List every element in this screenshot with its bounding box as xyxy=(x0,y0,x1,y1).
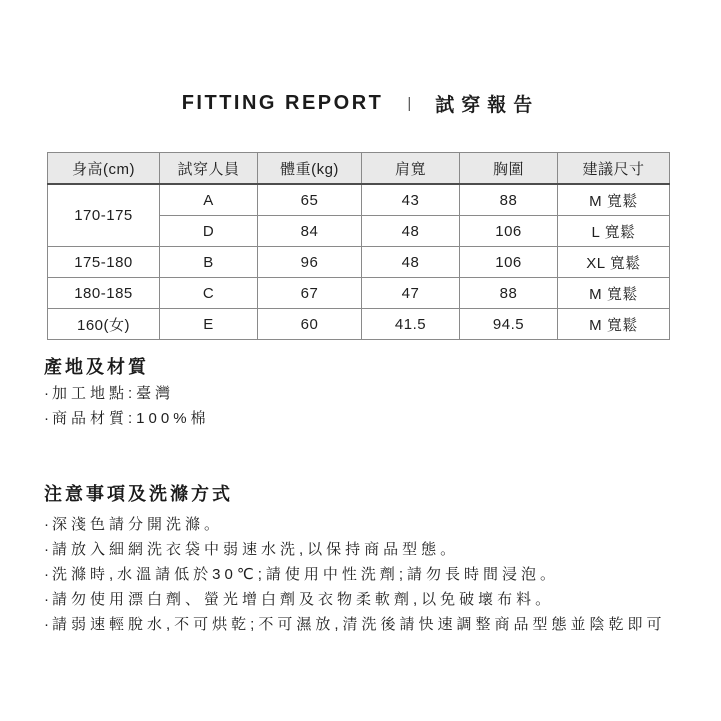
table-cell: A xyxy=(160,184,258,216)
title-english: FITTING REPORT xyxy=(181,91,384,114)
origin-section-heading: 產地及材質 xyxy=(44,357,149,377)
list-item xyxy=(44,512,721,537)
list-item-text: 請放入細網洗衣袋中弱速水洗,以保持商品型態。 xyxy=(52,541,460,558)
table-cell: 60 xyxy=(258,309,362,340)
table-header-cell: 胸圍 xyxy=(460,153,558,185)
table-cell: D xyxy=(160,216,258,247)
table-cell: 106 xyxy=(460,216,558,247)
table-cell: M 寬鬆 xyxy=(558,309,670,340)
bullet-icon: · xyxy=(44,591,49,608)
table-row xyxy=(48,309,670,340)
list-item-text: 請勿使用漂白劑、螢光增白劑及衣物柔軟劑,以免破壞布料。 xyxy=(52,591,555,608)
table-cell: L 寬鬆 xyxy=(558,216,670,247)
title-separator: | xyxy=(407,94,412,112)
page-title xyxy=(0,92,721,114)
table-cell: 96 xyxy=(258,247,362,278)
bullet-icon: · xyxy=(44,616,49,633)
table-header-cell: 建議尺寸 xyxy=(558,153,670,185)
table-body xyxy=(48,184,670,340)
table-cell: 48 xyxy=(362,247,460,278)
list-item-text: 商品材質:100%棉 xyxy=(52,410,210,427)
table-cell: 41.5 xyxy=(362,309,460,340)
list-item-text: 請弱速輕脫水,不可烘乾;不可濕放,清洗後請快速調整商品型態並陰乾即可 xyxy=(52,616,666,633)
table-cell: 180-185 xyxy=(48,278,160,309)
table-cell: 88 xyxy=(460,184,558,216)
list-item xyxy=(44,537,721,562)
fitting-table xyxy=(47,152,670,340)
bullet-icon: · xyxy=(44,566,49,583)
bullet-icon: · xyxy=(44,516,49,533)
table-cell: 94.5 xyxy=(460,309,558,340)
origin-list xyxy=(44,381,721,431)
list-item xyxy=(44,562,721,587)
list-item xyxy=(44,587,721,612)
table-cell: B xyxy=(160,247,258,278)
care-section-heading: 注意事項及洗滌方式 xyxy=(44,484,233,504)
table-row xyxy=(48,278,670,309)
table-header-cell: 身高(cm) xyxy=(48,153,160,185)
table-cell: 84 xyxy=(258,216,362,247)
title-chinese: 試穿報告 xyxy=(435,94,540,116)
table-cell: 106 xyxy=(460,247,558,278)
bullet-icon: · xyxy=(44,385,49,402)
table-cell: 43 xyxy=(362,184,460,216)
list-item-text: 深淺色請分開洗滌。 xyxy=(52,516,224,533)
table-cell: C xyxy=(160,278,258,309)
bullet-icon: · xyxy=(44,410,49,427)
list-item-text: 洗滌時,水溫請低於30℃;請使用中性洗劑;請勿長時間浸泡。 xyxy=(52,566,560,583)
table-cell: 175-180 xyxy=(48,247,160,278)
table-row xyxy=(48,184,670,216)
table-cell: 160(女) xyxy=(48,309,160,340)
table-header-row xyxy=(48,153,670,185)
table-cell: 65 xyxy=(258,184,362,216)
table-cell: 170-175 xyxy=(48,184,160,247)
table-header-cell: 體重(kg) xyxy=(258,153,362,185)
table-header-cell: 肩寬 xyxy=(362,153,460,185)
list-item xyxy=(44,381,721,406)
table-cell: M 寬鬆 xyxy=(558,278,670,309)
bullet-icon: · xyxy=(44,541,49,558)
list-item-text: 加工地點:臺灣 xyxy=(52,385,175,402)
table-cell: 88 xyxy=(460,278,558,309)
table-row xyxy=(48,247,670,278)
list-item xyxy=(44,612,721,637)
table-cell: 47 xyxy=(362,278,460,309)
care-list xyxy=(44,512,721,637)
table-header-cell: 試穿人員 xyxy=(160,153,258,185)
table-cell: 67 xyxy=(258,278,362,309)
table-cell: 48 xyxy=(362,216,460,247)
table-cell: M 寬鬆 xyxy=(558,184,670,216)
table-cell: XL 寬鬆 xyxy=(558,247,670,278)
list-item xyxy=(44,406,721,431)
table-cell: E xyxy=(160,309,258,340)
